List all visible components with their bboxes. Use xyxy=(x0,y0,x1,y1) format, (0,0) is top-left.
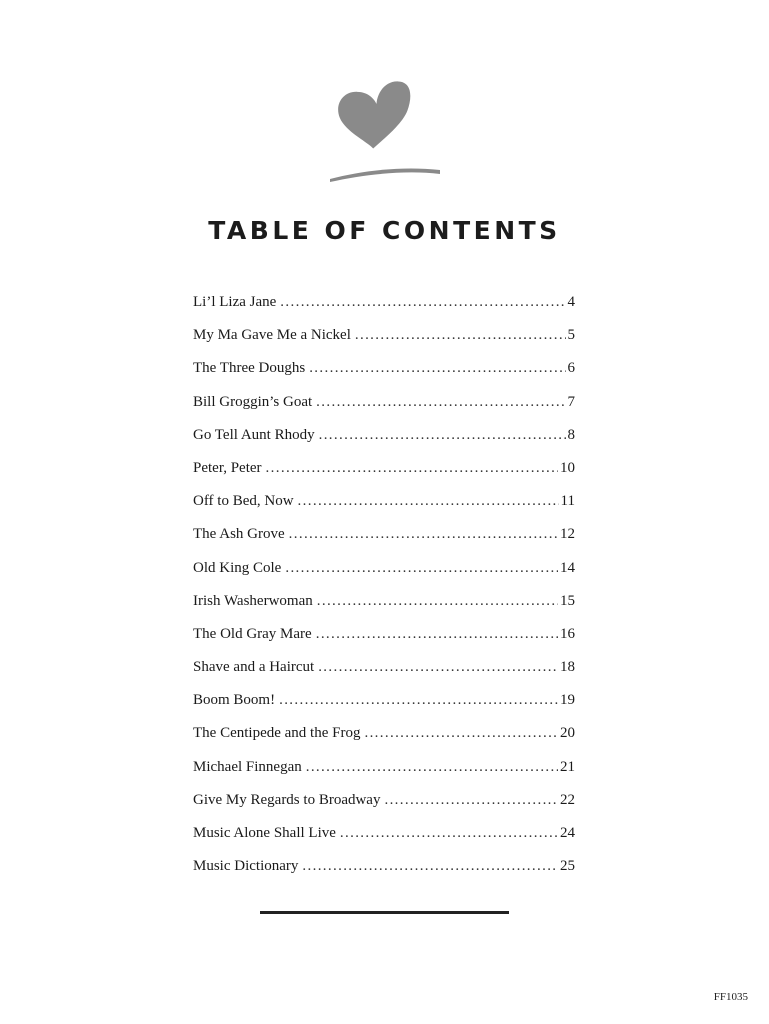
toc-entry-title: Li’l Liza Jane xyxy=(193,294,277,310)
toc-dot-leader xyxy=(309,360,565,377)
toc-entry xyxy=(193,327,575,360)
toc-entry-title: Bill Groggin’s Goat xyxy=(193,393,313,410)
toc-entry xyxy=(193,725,575,758)
heart-logo-icon xyxy=(324,78,448,188)
toc-entry xyxy=(193,493,575,526)
toc-entry-title: Irish Washerwoman xyxy=(193,592,313,609)
toc-entry-page: 21 xyxy=(560,758,575,775)
toc-entry-title: Off to Bed, Now xyxy=(193,493,294,510)
toc-dot-leader xyxy=(316,394,565,411)
toc-entry xyxy=(193,460,575,493)
toc-dot-leader xyxy=(340,825,558,842)
toc-entry-title: Music Dictionary xyxy=(193,858,299,875)
toc-entry-title: My Ma Gave Me a Nickel xyxy=(193,327,351,344)
toc-entry-title: Old King Cole xyxy=(193,559,282,576)
toc-dot-leader xyxy=(319,427,566,444)
toc-entry-title: Music Alone Shall Live xyxy=(193,825,336,841)
toc-dot-leader xyxy=(355,327,566,344)
toc-dot-leader xyxy=(317,593,558,610)
toc-entry-title: Shave and a Haircut xyxy=(193,659,315,676)
toc-entry xyxy=(193,360,575,393)
toc-entry-page: 10 xyxy=(560,459,575,476)
toc-entry xyxy=(193,593,575,626)
toc-dot-leader xyxy=(384,792,558,809)
toc-entry-title: The Old Gray Mare xyxy=(193,625,312,642)
toc-entry xyxy=(193,825,575,858)
toc-entry-title: The Three Doughs xyxy=(193,360,306,377)
toc-entry-page: 16 xyxy=(560,625,575,642)
toc-entry-page: 4 xyxy=(567,294,575,310)
heart-shape xyxy=(336,80,416,152)
toc-entry xyxy=(193,792,575,825)
toc-dot-leader xyxy=(316,626,558,643)
toc-entry xyxy=(193,659,575,692)
toc-entry xyxy=(193,294,575,327)
toc-entry xyxy=(193,394,575,427)
toc-entry xyxy=(193,759,575,792)
toc-dot-leader xyxy=(364,725,558,742)
toc-dot-leader xyxy=(266,460,558,477)
toc-dot-leader xyxy=(280,294,565,311)
toc-entry-title: Boom Boom! xyxy=(193,692,276,709)
toc-dot-leader xyxy=(298,493,559,510)
toc-entry-page: 22 xyxy=(560,791,575,808)
swoosh-shape xyxy=(330,168,440,182)
toc-entry-title: Give My Regards to Broadway xyxy=(193,791,381,808)
toc-entry-page: 19 xyxy=(560,692,575,709)
toc-dot-leader xyxy=(306,759,558,776)
toc-entry-page: 7 xyxy=(567,393,575,410)
toc-entry-page: 24 xyxy=(560,825,575,841)
toc-dot-leader xyxy=(285,560,558,577)
toc-entry xyxy=(193,427,575,460)
toc-entry xyxy=(193,626,575,659)
table-of-contents-list xyxy=(193,294,575,891)
toc-entry-page: 5 xyxy=(567,327,575,344)
toc-entry-page: 18 xyxy=(560,659,575,676)
toc-entry-page: 14 xyxy=(560,559,575,576)
toc-entry xyxy=(193,858,575,891)
toc-dot-leader xyxy=(318,659,558,676)
toc-dot-leader xyxy=(289,526,558,543)
bottom-divider xyxy=(260,911,509,914)
toc-entry-title: The Ash Grove xyxy=(193,526,285,543)
toc-entry-title: The Centipede and the Frog xyxy=(193,725,361,742)
toc-entry-page: 25 xyxy=(560,858,575,875)
toc-entry xyxy=(193,560,575,593)
page-title: TABLE OF CONTENTS xyxy=(208,216,561,245)
toc-entry-page: 8 xyxy=(567,426,575,443)
toc-entry-page: 6 xyxy=(567,360,575,377)
toc-entry-title: Go Tell Aunt Rhody xyxy=(193,426,315,443)
heart-swoosh-graphic xyxy=(324,78,448,188)
toc-dot-leader xyxy=(279,692,558,709)
toc-entry-page: 12 xyxy=(560,526,575,543)
toc-entry xyxy=(193,692,575,725)
toc-dot-leader xyxy=(302,858,558,875)
product-code: FF1035 xyxy=(713,991,748,1003)
toc-entry-title: Michael Finnegan xyxy=(193,758,302,775)
toc-entry-page: 15 xyxy=(560,592,575,609)
toc-entry-page: 11 xyxy=(560,493,575,510)
toc-entry-page: 20 xyxy=(560,725,575,742)
toc-entry xyxy=(193,526,575,559)
toc-entry-title: Peter, Peter xyxy=(193,459,262,476)
